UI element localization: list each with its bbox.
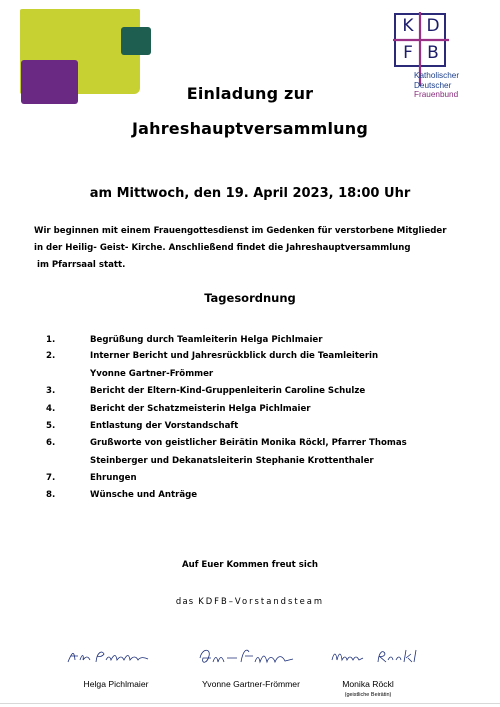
logo-text-line-1: Katholischer [414, 71, 460, 80]
logo-letter-k: K [402, 16, 414, 36]
logo-text-line-2: Deutscher [414, 80, 452, 90]
agenda-item-text: Interner Bericht und Jahresrückblick durch die Teamleiterin [90, 351, 379, 361]
agenda-item-text: Wünsche und Anträge [90, 490, 198, 500]
logo-letter-b: B [427, 43, 439, 63]
agenda-item-number: 5. [46, 421, 56, 431]
agenda-title: Tagesordnung [204, 291, 296, 305]
intro-line-2: in der Heilig- Geist- Kirche. Anschließend findet die Jahreshauptversammlung [34, 243, 411, 253]
decorative-teal-square [121, 27, 151, 55]
agenda-item-number: 4. [46, 404, 56, 414]
event-date: am Mittwoch, den 19. April 2023, 18:00 Uhr [89, 186, 411, 201]
agenda-item-number: 8. [46, 490, 56, 500]
signer-role-3: (geistliche Beirätin) [344, 692, 392, 698]
agenda-item-text: Grußworte von geistlicher Beirätin Monika Röckl, Pfarrer Thomas [90, 438, 407, 448]
agenda-item-text-continued: Steinberger und Dekanatsleiterin Stephanie Krottenthaler [90, 456, 374, 466]
logo-letter-d: D [426, 16, 440, 36]
signer-name-2: Yvonne Gartner-Frömmer [202, 679, 300, 689]
agenda-item-text: Ehrungen [90, 473, 137, 483]
intro-line-3: im Pfarrsaal statt. [34, 260, 126, 270]
team-name: KDFB–Vorstandsteam [198, 596, 325, 606]
team-prefix: das [175, 596, 195, 606]
page-bottom-border [0, 703, 500, 704]
agenda-item-number: 1. [46, 335, 56, 345]
agenda-item-text: Bericht der Eltern-Kind-Gruppenleiterin Caroline Schulze [90, 386, 366, 396]
title-line-2: Jahreshauptversammlung [131, 119, 369, 138]
agenda-item-text: Entlastung der Vorstandschaft [90, 421, 239, 431]
logo-letter-f: F [403, 43, 413, 63]
intro-paragraph [34, 223, 474, 274]
signer-name-1: Helga Pichlmaier [83, 679, 149, 689]
signature-yvonne-gartner-froemmer [197, 644, 297, 668]
agenda-item-number: 2. [46, 351, 56, 361]
agenda-item-text: Bericht der Schatzmeisterin Helga Pichlmaier [90, 404, 311, 414]
title-line-1: Einladung zur [186, 84, 314, 103]
agenda-item-number: 3. [46, 386, 56, 396]
signature-monika-roeckl [330, 644, 420, 668]
agenda-item-text: Begrüßung durch Teamleiterin Helga Pichlmaier [90, 335, 323, 345]
agenda-item-number: 6. [46, 438, 56, 448]
team-signature-line [0, 596, 500, 606]
agenda-item-text-continued: Yvonne Gartner-Frömmer [90, 369, 214, 379]
agenda-item-number: 7. [46, 473, 56, 483]
intro-line-1: Wir beginnen mit einem Frauengottesdienst im Gedenken für verstorbene Mitglieder [34, 226, 447, 236]
signature-helga-pichlmaier [66, 644, 156, 668]
signer-name-3: Monika Röckl [342, 679, 394, 689]
logo-text-line-3: Frauenbund [414, 90, 459, 99]
closing-line: Auf Euer Kommen freut sich [181, 560, 319, 570]
